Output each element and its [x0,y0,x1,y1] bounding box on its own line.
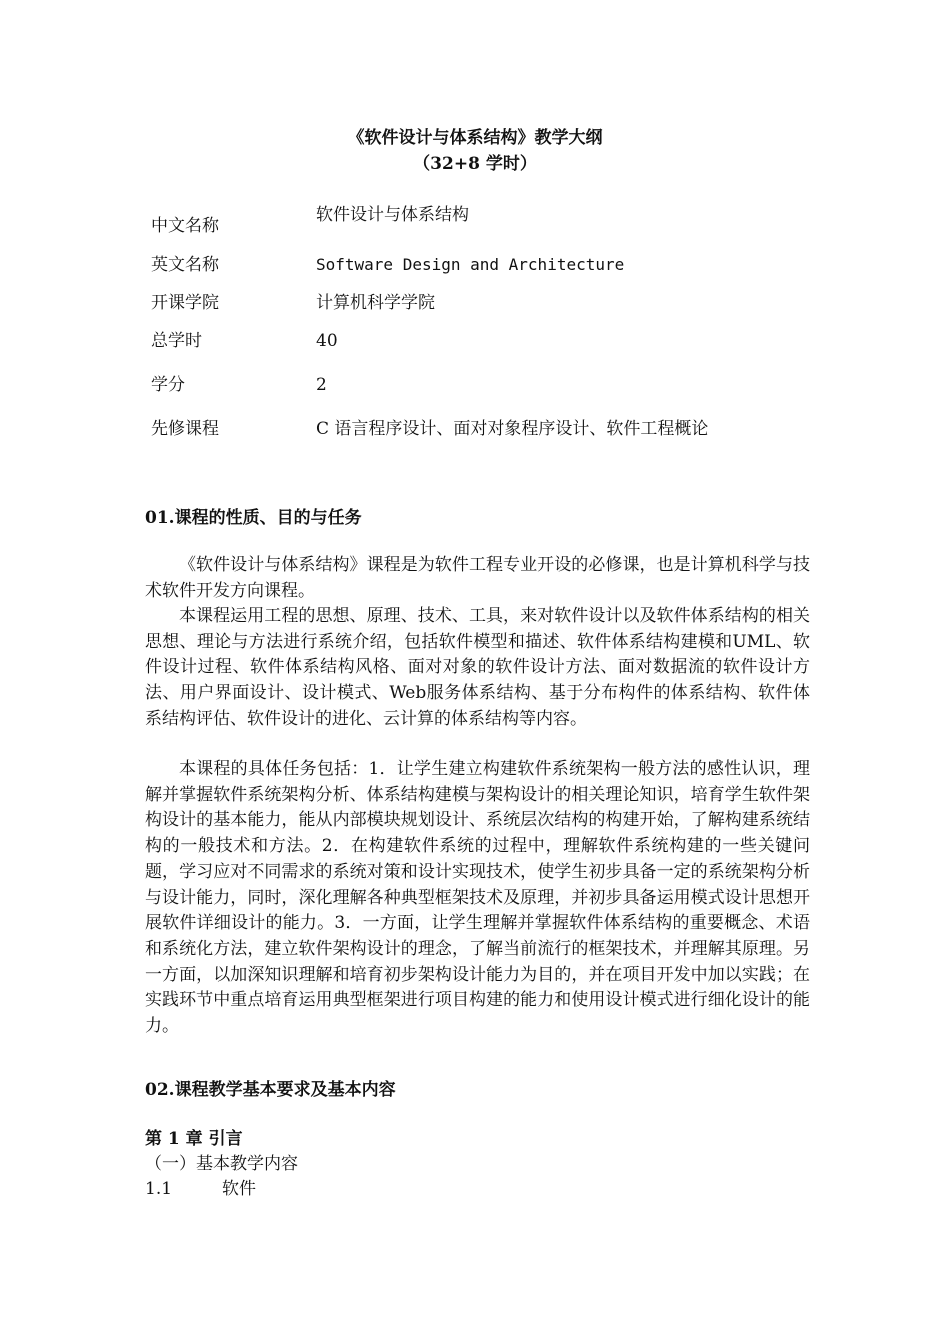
document-subtitle: （32+8 学时） [413,154,537,174]
info-label-prereq: 先修课程 [151,419,219,439]
info-label-credit: 学分 [151,375,185,395]
paragraph-2: 本课程运用工程的思想、原理、技术、工具，来对软件设计以及软件体系结构的相关思想、理论与方法进行系统介绍，包括软件模型和描述、软件体系结构建模和UML、软件设计过程、软件体系结构风格、面对对象的软件设计方法、面对数据流的软件设计方法、用户界面设计、设计模式、Web服务体系结构、基于分布构件的体系结构、软件体系结构评估、软件设计的进化、云计算的体系结构等内容。 [145,606,810,729]
info-label-name-en: 英文名称 [151,255,219,275]
item-text: 软件 [222,1179,256,1199]
info-value-name-cn: 软件设计与体系结构 [316,205,469,225]
document-title: 《软件设计与体系结构》教学大纲 [347,128,603,148]
section-heading-2: 02.课程教学基本要求及基本内容 [145,1080,396,1100]
info-value-hours: 40 [316,331,338,351]
chapter-heading: 第 1 章 引言 [145,1129,243,1149]
subsection-label: （一）基本教学内容 [145,1154,298,1174]
info-value-college: 计算机科学学院 [316,293,435,313]
paragraph-1: 《软件设计与体系结构》课程是为软件工程专业开设的必修课，也是计算机科学与技术软件开发方向课程。 [145,555,810,601]
info-label-name-cn: 中文名称 [151,216,219,236]
item-number: 1.1 [145,1179,173,1199]
info-label-college: 开课学院 [151,293,219,313]
info-label-hours: 总学时 [151,331,202,351]
paragraph-3: 本课程的具体任务包括：1．让学生建立构建软件系统架构一般方法的感性认识，理解并掌握软件系统架构分析、体系结构建模与架构设计的相关理论知识，培育学生软件架构设计的基本能力，能从内部模块规划设计、系统层次结构的构建开始，了解构建系统结构的一般技术和方法。2．在构建软件系统的过程中，理解软件系统构建的一些关键问题，学习应对不同需求的系统对策和设计实现技术，使学生初步具备一定的系统架构分析与设计能力，同时，深化理解各种典型框架技术及原理，并初步具备运用模式设计思想开展软件详细设计的能力。3．一方面，让学生理解并掌握软件体系结构的重要概念、术语和系统化方法，建立软件架构设计的理念，了解当前流行的框架技术，并理解其原理。另一方面，以加深知识理解和培育初步架构设计能力为目的，并在项目开发中加以实践；在实践环节中重点培育运用典型框架进行项目构建的能力和使用设计模式进行细化设计的能力。 [145,759,810,1037]
info-value-prereq: C 语言程序设计、面对对象程序设计、软件工程概论 [316,419,709,439]
section-heading-1: 01.课程的性质、目的与任务 [145,508,362,528]
info-value-credit: 2 [316,375,327,395]
info-value-name-en: Software Design and Architecture [316,255,625,274]
